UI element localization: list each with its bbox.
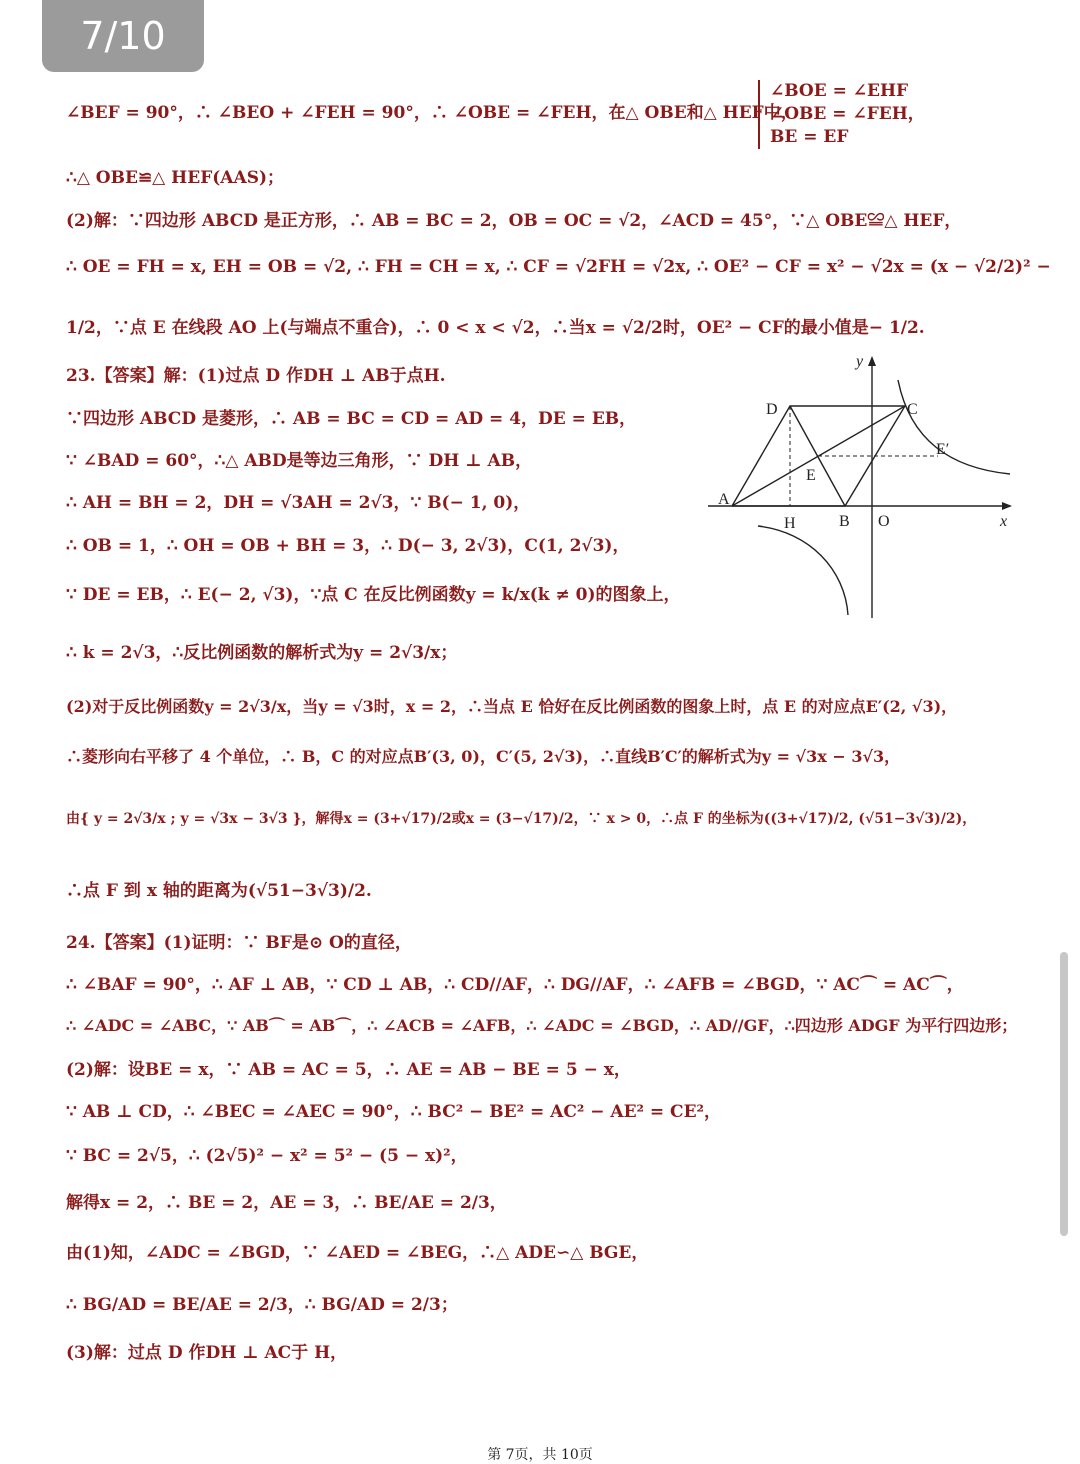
solution-line-16: ∴点 F 到 x 轴的距离为(√51−3√3)/2. — [66, 881, 372, 901]
solution-line-22: ∵ BC = 2√5，∴ (2√5)² − x² = 5² − (5 − x)²， — [66, 1146, 468, 1166]
solution-line-21: ∵ AB ⊥ CD，∴ ∠BEC = ∠AEC = 90°，∴ BC² − BE² = AC² − AE² = CE²， — [66, 1102, 721, 1122]
solution-line-5: 1/2，∵点 E 在线段 AO 上(与端点不重合)，∴ 0 < x < √2，∴当x = √2/2时，OE² − CF的最小值是− 1/2. — [66, 318, 925, 338]
y-arrow — [868, 356, 876, 366]
solution-line-3: (2)解：∵四边形 ABCD 是正方形，∴ AB = BC = 2，OB = OC = √2，∠ACD = 45°，∵△ OBE≌△ HEF， — [66, 211, 962, 231]
scrollbar[interactable] — [1060, 952, 1068, 1236]
solution-line-24: 由(1)知，∠ADC = ∠BGD，∵ ∠AED = ∠BEG，∴△ ADE∽△ BGE， — [66, 1243, 649, 1263]
label-h: H — [784, 515, 796, 532]
solution-line-15: 由{ y = 2√3/x ; y = √3x − 3√3 }，解得x = (3+√17)/2或x = (3−√17)/2，∵ x > 0，∴点 F 的坐标为((3+√17)/2, (√51−3√3)/2)， — [66, 811, 977, 827]
solution-line-25: ∴ BG/AD = BE/AE = 2/3，∴ BG/AD = 2/3； — [66, 1295, 458, 1315]
system-eq-1: ∠BOE = ∠EHF — [770, 81, 909, 101]
label-d: D — [766, 401, 778, 418]
system-eq-3: BE = EF — [770, 127, 849, 147]
solution-line-11: ∵ DE = EB，∴ E(− 2, √3)，∵点 C 在反比例函数y = k/x(k ≠ 0)的图象上， — [66, 585, 681, 605]
solution-line-8: ∵ ∠BAD = 60°，∴△ ABD是等边三角形，∵ DH ⊥ AB， — [66, 451, 533, 471]
page-footer: 第 7页，共 10页 — [487, 1447, 593, 1463]
question-24-header: 24.【答案】(1)证明：∵ BF是⊙ O的直径， — [66, 933, 412, 953]
question-23-header: 23.【答案】解：(1)过点 D 作DH ⊥ AB于点H. — [66, 366, 446, 386]
solution-line-26: (3)解：过点 D 作DH ⊥ AC于 H， — [66, 1343, 348, 1363]
solution-line-1: ∠BEF = 90°，∴ ∠BEO + ∠FEH = 90°，∴ ∠OBE = ∠FEH，在△ OBE和△ HEF中， — [66, 103, 798, 123]
solution-line-4: ∴ OE = FH = x, EH = OB = √2, ∴ FH = CH = x, ∴ CF = √2FH = √2x, ∴ OE² − CF = x² − √2x = (x − √2/2)² − — [66, 257, 1051, 277]
solution-line-10: ∴ OB = 1，∴ OH = OB + BH = 3，∴ D(− 3, 2√3)，C(1, 2√3)， — [66, 536, 630, 556]
label-c: C — [907, 401, 918, 418]
solution-line-18: ∴ ∠BAF = 90°，∴ AF ⊥ AB，∵ CD ⊥ AB，∴ CD//AF，∴ DG//AF，∴ ∠AFB = ∠BGD，∵ AC⌒ = AC⌒， — [66, 975, 964, 995]
label-e: E — [806, 467, 816, 484]
label-o: O — [878, 513, 890, 530]
solution-line-14: ∴菱形向右平移了 4 个单位，∴ B，C 的对应点B′(3, 0)，C′(5, 2√3)，∴直线B′C′的解析式为y = √3x − 3√3， — [66, 747, 901, 766]
label-b: B — [839, 513, 850, 530]
solution-line-13: (2)对于反比例函数y = 2√3/x，当y = √3时，x = 2，∴当点 E 恰好在反比例函数的图象上时，点 E 的对应点E′(2, √3)， — [66, 697, 958, 716]
hyperbola-branch-right — [898, 380, 1010, 474]
rhombus-hyperbola-figure — [700, 350, 1020, 620]
label-e-prime: E′ — [936, 441, 950, 458]
page-indicator: 7/10 — [42, 0, 204, 72]
solution-line-7: ∵四边形 ABCD 是菱形，∴ AB = BC = CD = AD = 4，DE = EB， — [66, 409, 637, 429]
x-arrow — [1002, 502, 1012, 510]
solution-line-23: 解得x = 2，∴ BE = 2，AE = 3，∴ BE/AE = 2/3， — [66, 1193, 507, 1213]
congruence-system — [758, 80, 925, 149]
solution-line-20: (2)解：设BE = x，∵ AB = AC = 5，∴ AE = AB − BE = 5 − x， — [66, 1060, 631, 1080]
diagonal-bd — [790, 406, 845, 506]
label-y: y — [856, 353, 864, 370]
solution-line-12: ∴ k = 2√3，∴反比例函数的解析式为y = 2√3/x； — [66, 643, 458, 663]
solution-line-19: ∴ ∠ADC = ∠ABC，∵ AB⌒ = AB⌒，∴ ∠ACB = ∠AFB，∴ ∠ADC = ∠BGD，∴ AD//GF，∴四边形 ADGF 为平行四边形； — [66, 1016, 1018, 1035]
solution-line-9: ∴ AH = BH = 2，DH = √3AH = 2√3，∵ B(− 1, 0)， — [66, 493, 531, 513]
label-a: A — [718, 491, 730, 508]
hyperbola-branch-left — [758, 526, 848, 615]
label-x: x — [1000, 513, 1008, 530]
solution-line-2: ∴△ OBE≌△ HEF(AAS)； — [66, 168, 285, 188]
system-eq-2: ∠OBE = ∠FEH， — [770, 104, 925, 124]
